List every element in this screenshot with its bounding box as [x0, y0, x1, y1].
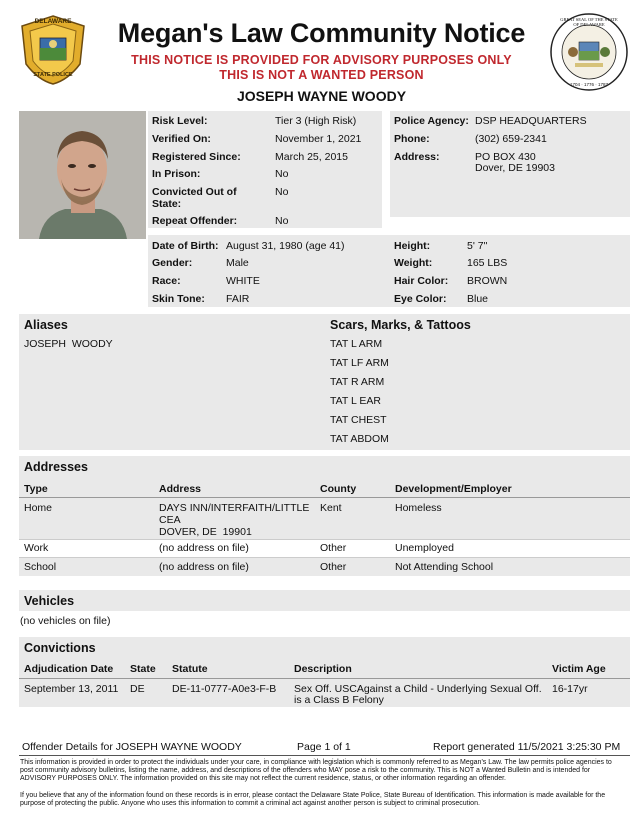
eye-label: Eye Color:: [394, 293, 447, 305]
address-county: Other: [320, 561, 347, 573]
height-label: Height:: [394, 240, 431, 252]
physical-panel: [148, 235, 630, 307]
address-employer: Homeless: [395, 502, 442, 514]
col-state: State: [130, 663, 156, 675]
race-value: WHITE: [226, 275, 260, 287]
convicted-value: No: [275, 186, 289, 198]
advisory-warning: THIS NOTICE IS PROVIDED FOR ADVISORY PURPOSES ONLY: [131, 53, 512, 67]
agency-address-line1: PO BOX 430: [475, 151, 536, 163]
gender-label: Gender:: [152, 257, 193, 269]
col-statute: Statute: [172, 663, 208, 675]
agency-label: Police Agency:: [394, 115, 469, 127]
seal-ring-text: GREAT SEAL OF THE STATE OF DELAWARE: [560, 17, 618, 27]
convicted-label: Convicted Out of: [152, 186, 237, 198]
col-employer: Development/Employer: [395, 483, 512, 495]
vehicles-value: (no vehicles on file): [20, 615, 111, 627]
address-label: Address:: [394, 151, 440, 163]
verified-value: November 1, 2021: [275, 133, 362, 145]
phone-value: (302) 659-2341: [475, 133, 547, 145]
address-line: DAYS INN/INTERFAITH/LITTLE: [159, 502, 310, 514]
col-county: County: [320, 483, 357, 495]
address-line: CEA: [159, 514, 181, 526]
mark-item: TAT L ARM: [330, 338, 383, 350]
mark-item: TAT L EAR: [330, 395, 381, 407]
footer-page: Page 1 of 1: [297, 741, 351, 753]
mark-item: TAT CHEST: [330, 414, 387, 426]
aliases-heading: Aliases: [24, 318, 68, 332]
repeat-label: Repeat Offender:: [152, 215, 238, 227]
conviction-victim-age: 16-17yr: [552, 683, 588, 695]
hair-label: Hair Color:: [394, 275, 449, 287]
race-label: Race:: [152, 275, 181, 287]
address-line: DOVER, DE 19901: [159, 526, 252, 538]
agency-address-line2: Dover, DE 19903: [475, 162, 555, 174]
address-line: (no address on file): [159, 561, 249, 573]
prison-value: No: [275, 168, 289, 180]
skin-value: FAIR: [226, 293, 250, 305]
address-employer: Unemployed: [395, 542, 454, 554]
convicted-label-2: State:: [152, 198, 182, 210]
col-adjudication-date: Adjudication Date: [24, 663, 114, 675]
addresses-heading: Addresses: [24, 460, 88, 474]
address-county: Other: [320, 542, 347, 554]
address-line: (no address on file): [159, 542, 249, 554]
address-type: School: [24, 561, 57, 573]
footer-details: Offender Details for JOSEPH WAYNE WOODY: [22, 741, 242, 753]
prison-label: In Prison:: [152, 168, 201, 180]
conviction-date: September 13, 2011: [24, 683, 119, 695]
weight-label: Weight:: [394, 257, 433, 269]
col-type: Type: [24, 483, 48, 495]
marks-heading: Scars, Marks, & Tattoos: [330, 318, 471, 332]
conviction-state: DE: [130, 683, 145, 695]
col-description: Description: [294, 663, 352, 675]
conviction-description-2: is a Class B Felony: [294, 694, 384, 706]
dob-label: Date of Birth:: [152, 240, 219, 252]
skin-label: Skin Tone:: [152, 293, 205, 305]
row-rule: [19, 539, 630, 540]
disclaimer-paragraph-1: This information is provided in order to protect the individuals under your care, in compliance with legislation which is commonly referred to as Megan's Law. The law permits police agencies to post community advisory bulletins, listing the name, address, and descriptions of the offenders who MAY pose a risk to the community. This is NOT a Wanted Bulletin and is intended for ADVISORY PURPOSES ONLY. The information provided on this site may not reflect the current residence, status, or other information regarding an offender.: [20, 759, 612, 782]
aliases-marks-panel: [19, 314, 630, 450]
address-employer: Not Attending School: [395, 561, 494, 573]
mark-item: TAT R ARM: [330, 376, 385, 388]
phone-label: Phone:: [394, 133, 430, 145]
gender-value: Male: [226, 257, 249, 269]
disclaimer-paragraph-2: If you believe that any of the information found on these records is in error, please contact the Delaware State Police, State Bureau of Identification. This information is made available for the purpose of protecting the public. Anyone who uses this information to commit a criminal act against another person is subject to criminal prosecution.: [20, 792, 606, 807]
registered-label: Registered Since:: [152, 151, 241, 163]
agency-value: DSP HEADQUARTERS: [475, 115, 587, 127]
badge-bottom-text: STATE POLICE: [33, 72, 73, 78]
address-county: Kent: [320, 502, 342, 514]
weight-value: 165 LBS: [467, 257, 508, 269]
mark-item: TAT ABDOM: [330, 433, 389, 445]
eye-value: Blue: [467, 293, 489, 305]
address-type: Work: [24, 542, 49, 554]
conviction-statute: DE-11-0777-A0e3-F-B: [172, 683, 277, 695]
offender-photo: [19, 111, 146, 239]
vehicles-header-bar: [19, 590, 630, 611]
risk-level-value: Tier 3 (High Risk): [275, 115, 357, 127]
footer-generated: Report generated 11/5/2021 3:25:30 PM: [433, 741, 621, 753]
not-wanted-warning: THIS IS NOT A WANTED PERSON: [219, 68, 424, 82]
repeat-value: No: [275, 215, 289, 227]
conviction-description: Sex Off. USCAgainst a Child - Underlying Sexual Off.: [294, 683, 542, 695]
registered-value: March 25, 2015: [275, 151, 348, 163]
seal-years: 1704 · 1776 · 1787: [569, 82, 609, 87]
address-type: Home: [24, 502, 53, 514]
verified-label: Verified On:: [152, 133, 211, 145]
height-value: 5' 7": [467, 240, 488, 252]
footer-rule: [19, 755, 630, 756]
hair-value: BROWN: [467, 275, 508, 287]
mark-item: TAT LF ARM: [330, 357, 389, 369]
page-title: Megan's Law Community Notice: [117, 18, 526, 48]
convictions-heading: Convictions: [24, 641, 96, 655]
dob-value: August 31, 1980 (age 41): [226, 240, 345, 252]
offender-name: JOSEPH WAYNE WOODY: [236, 88, 407, 104]
state-seal: [549, 12, 629, 92]
alias-item: JOSEPH WOODY: [24, 338, 113, 350]
col-victim-age: Victim Age: [552, 663, 606, 675]
risk-level-label: Risk Level:: [152, 115, 208, 127]
col-address: Address: [159, 483, 202, 495]
badge-top-text: DELAWARE: [34, 18, 72, 25]
vehicles-heading: Vehicles: [24, 594, 75, 608]
